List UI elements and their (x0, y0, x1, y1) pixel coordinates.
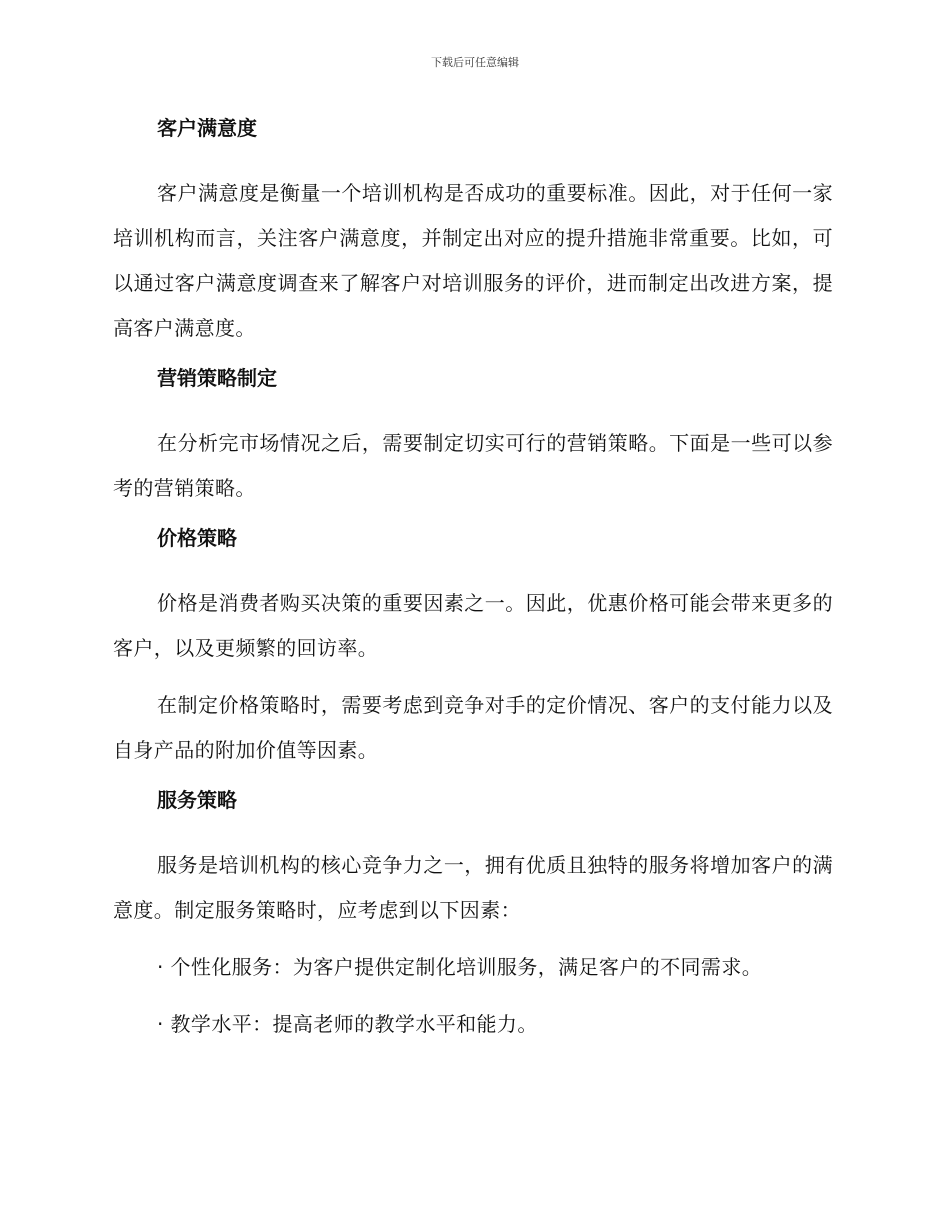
list-item: · 个性化服务：为客户提供定制化培训服务，满足客户的不同需求。 (157, 955, 763, 979)
paragraph: 价格是消费者购买决策的重要因素之一。因此，优惠价格可能会带来更多的客户，以及更频繁的回访率。 (113, 591, 833, 660)
heading-pricing-strategy: 价格策略 (157, 526, 237, 550)
header-note: 下载后可任意编辑 (431, 56, 519, 69)
paragraph: 客户满意度是衡量一个培训机构是否成功的重要标准。因此，对于任何一家培训机构而言，关注客户满意度，并制定出对应的提升措施非常重要。比如，可以通过客户满意度调查来了解客户对培训服务的评价，进而制定出改进方案，提高客户满意度。 (113, 181, 833, 340)
document-body (113, 113, 833, 1059)
paragraph: 服务是培训机构的核心竞争力之一，拥有优质且独特的服务将增加客户的满意度。制定服务策略时，应考虑到以下因素： (113, 853, 833, 922)
paragraph: 在制定价格策略时，需要考虑到竞争对手的定价情况、客户的支付能力以及自身产品的附加价值等因素。 (113, 693, 833, 762)
heading-service-strategy: 服务策略 (157, 788, 237, 812)
heading-customer-satisfaction: 客户满意度 (157, 116, 257, 140)
paragraph: 在分析完市场情况之后，需要制定切实可行的营销策略。下面是一些可以参考的营销策略。 (113, 431, 833, 500)
list-item: · 教学水平：提高老师的教学水平和能力。 (157, 1012, 538, 1036)
heading-marketing-strategy: 营销策略制定 (157, 366, 277, 390)
